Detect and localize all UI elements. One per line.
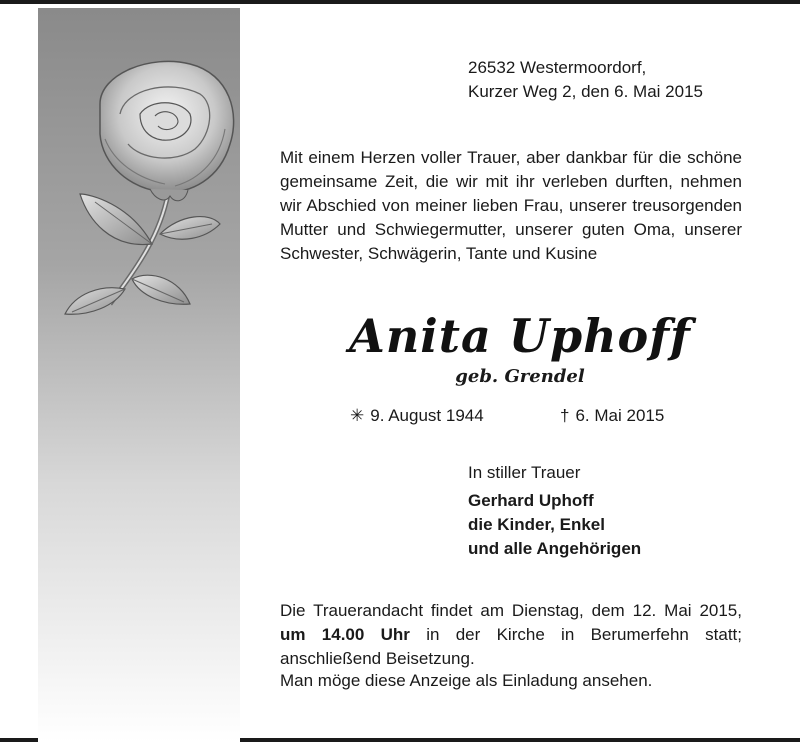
death-cross-icon: † bbox=[560, 406, 570, 425]
mourning-heading: In stiller Trauer bbox=[468, 463, 581, 482]
birth-star-icon: ✳ bbox=[350, 406, 365, 425]
address-line-2: Kurzer Weg 2, den 6. Mai 2015 bbox=[468, 82, 703, 101]
mourner-name: und alle Angehörigen bbox=[468, 539, 642, 558]
intro-text: Mit einem Herzen voller Trauer, aber dankbar für die schöne gemeinsame Zeit, die wir mit ihr verleben durften, nehmen wir Abschied von meiner lieben Frau, unserer treusorgenden Mutter und Schwiegermutter, unserer guten Oma, unserer Schwester, Schwägerin, Tante und Kusine bbox=[280, 148, 742, 263]
birth-date-line bbox=[350, 404, 484, 428]
service-text bbox=[280, 599, 742, 671]
birth-name: geb. Grendel bbox=[455, 366, 585, 387]
service-time: um 14.00 Uhr bbox=[280, 625, 410, 644]
rose-icon bbox=[40, 44, 260, 344]
death-date-line bbox=[560, 404, 664, 428]
death-date: 6. Mai 2015 bbox=[575, 406, 665, 425]
mourner-name: die Kinder, Enkel bbox=[468, 515, 605, 534]
address-block bbox=[468, 56, 703, 104]
service-text-part-2: in der Kirche in Berumerfehn statt; anschließend Beisetzung. bbox=[280, 625, 742, 668]
invitation-text: Man möge diese Anzeige als Einladung ansehen. bbox=[280, 671, 653, 690]
mourners-list bbox=[468, 489, 641, 561]
mourner-name: Gerhard Uphoff bbox=[468, 491, 594, 510]
service-text-part-1: Die Trauerandacht findet am Dienstag, dem 12. Mai 2015, bbox=[280, 601, 742, 620]
address-line-1: 26532 Westermoordorf, bbox=[468, 58, 647, 77]
birth-date: 9. August 1944 bbox=[370, 406, 484, 425]
deceased-name: Anita Uphoff bbox=[349, 309, 691, 363]
